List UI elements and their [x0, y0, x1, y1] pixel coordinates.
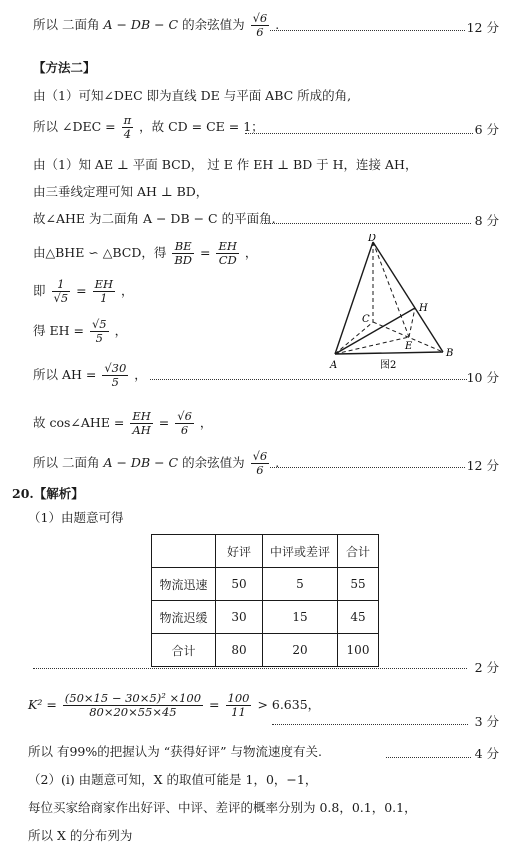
segment-EH [409, 308, 415, 337]
score-label: 4 分 [474, 746, 499, 761]
table-row [152, 634, 379, 667]
dotted-leader [245, 133, 473, 134]
text: . [275, 455, 280, 470]
dotted-leader [386, 757, 471, 758]
fraction: $\frac{√6}{6}$ [252, 11, 268, 39]
table-cell: 80 [216, 634, 263, 667]
text: ， [114, 323, 128, 338]
table-cell: 55 [338, 568, 379, 601]
table-cell: 合计 [338, 535, 379, 568]
fraction: $\frac{EH}{AH}$ [132, 409, 151, 437]
label-H: H [419, 303, 428, 314]
text: = [158, 415, 170, 430]
text: ， [134, 367, 147, 382]
text: 的余弦值为 [182, 17, 245, 32]
table-cell: 物流迟缓 [152, 601, 216, 634]
table-cell: 50 [216, 568, 263, 601]
table-header-row [152, 535, 379, 568]
edge-AB [335, 352, 443, 354]
segment-AE [335, 337, 409, 354]
figure-caption: 图2 [380, 360, 397, 371]
fraction: $\frac{100}{11}$ [227, 691, 250, 719]
text: 的余弦值为 [182, 455, 245, 470]
text: ， [244, 245, 258, 260]
fraction: $\frac{1}{√5}$ [53, 277, 69, 305]
fraction: $\frac{√6}{6}$ [177, 409, 192, 437]
fraction: $\frac{\text{(50×15 − 30×5)² ×100}}{80\times 20\times 55\times 45}$ [64, 691, 202, 719]
fraction: $\frac{EH}{1}$ [94, 277, 114, 305]
dotted-leader [33, 668, 467, 669]
fraction: $\frac{√5}{5}$ [91, 317, 107, 345]
tetrahedron-figure [325, 234, 465, 374]
text: 即 [33, 283, 46, 298]
dotted-leader [262, 223, 471, 224]
text-line: （2）(i) 由题意可知，X 的取值可能是 1，0，−1， [28, 772, 318, 787]
table-cell: 30 [216, 601, 263, 634]
score-label: 8 分 [474, 213, 499, 228]
text: . [275, 17, 280, 32]
table-cell: 100 [338, 634, 379, 667]
text: 所以 AH = [33, 367, 97, 382]
question-heading: 20.【解析】 [12, 486, 84, 501]
score-label: 10 分 [466, 370, 499, 385]
score-label: 12 分 [466, 20, 499, 35]
edge-DA [335, 242, 373, 354]
table-cell [152, 535, 216, 568]
text: 所以 二面角 [33, 17, 100, 32]
text: ， [199, 415, 213, 430]
score-label: 2 分 [474, 660, 499, 675]
dotted-leader [270, 30, 465, 31]
label-A: A [330, 360, 338, 371]
text: 得 EH = [33, 323, 84, 338]
text-line [33, 240, 257, 267]
text-line [33, 362, 147, 389]
math: A − DB − C [103, 17, 179, 32]
text: 所以 ∠DEC = [33, 119, 116, 134]
table-row [152, 601, 379, 634]
fraction: $\frac{√6}{6}$ [252, 449, 268, 477]
label-B: B [446, 348, 454, 359]
text: = [209, 697, 220, 712]
text-line: 由（1）知 AE ⊥ 平面 BCD， 过 E 作 EH ⊥ BD 于 H，连接 AH， [33, 157, 418, 172]
label-D: D [368, 234, 377, 244]
fraction: $\frac{EH}{CD}$ [218, 239, 237, 267]
score-label: 3 分 [474, 714, 499, 729]
table-cell: 15 [263, 601, 338, 634]
text: 由△BHE ∽ △BCD，得 [33, 245, 167, 260]
segment-AH [335, 308, 415, 354]
text-line: 所以 X 的分布列为 [28, 828, 133, 843]
conclusion-line-2 [33, 450, 279, 477]
label-C: C [362, 314, 370, 325]
table-cell: 好评 [216, 535, 263, 568]
score-label: 12 分 [466, 458, 499, 473]
label-E: E [405, 341, 413, 352]
text-line: 所以 有99%的把握认为 “获得好评” 与物流速度有关. [28, 744, 322, 759]
text-line: 由（1）可知∠DEC 即为直线 DE 与平面 ABC 所成的角, [33, 88, 352, 103]
table-cell: 5 [263, 568, 338, 601]
dotted-leader [270, 467, 465, 468]
conclusion-line-1 [33, 12, 279, 39]
score-label: 6 分 [474, 122, 499, 137]
text-line: 故∠AHE 为二面角 A − DB − C 的平面角. [33, 211, 276, 226]
text: = [200, 245, 211, 260]
dotted-leader [150, 379, 467, 380]
text-line [33, 278, 134, 305]
fraction: $\frac{\pi}{4}$ [123, 113, 132, 141]
table-cell: 45 [338, 601, 379, 634]
table-cell: 合计 [152, 634, 216, 667]
dotted-leader [272, 724, 468, 725]
text-line: （1）由题意可得 [28, 510, 124, 525]
text-line [33, 318, 127, 345]
text: 故 cos∠AHE = [33, 415, 125, 430]
table-row [152, 568, 379, 601]
contingency-table [151, 534, 379, 667]
text: > 6.635， [257, 697, 321, 712]
text: = [76, 283, 87, 298]
table-cell: 20 [263, 634, 338, 667]
table-cell: 物流迅速 [152, 568, 216, 601]
text-line: 由三垂线定理可知 AH ⊥ BD， [33, 184, 209, 199]
fraction: $\frac{√30}{5}$ [104, 361, 127, 389]
method-heading: 【方法二】 [33, 60, 96, 75]
text-line [33, 114, 264, 141]
text-line [33, 410, 212, 437]
table-cell: 中评或差评 [263, 535, 338, 568]
text: ，故 CD = CE = 1； [139, 119, 264, 134]
text-line: 每位买家给商家作出好评、中评、差评的概率分别为 0.8，0.1，0.1， [28, 800, 417, 815]
chi-square-formula [28, 692, 320, 719]
text: 所以 二面角 [33, 455, 100, 470]
math: A − DB − C [103, 455, 179, 470]
text: ， [121, 283, 134, 298]
text: K² = [28, 697, 57, 712]
fraction: $\frac{BE}{BD}$ [174, 239, 193, 267]
